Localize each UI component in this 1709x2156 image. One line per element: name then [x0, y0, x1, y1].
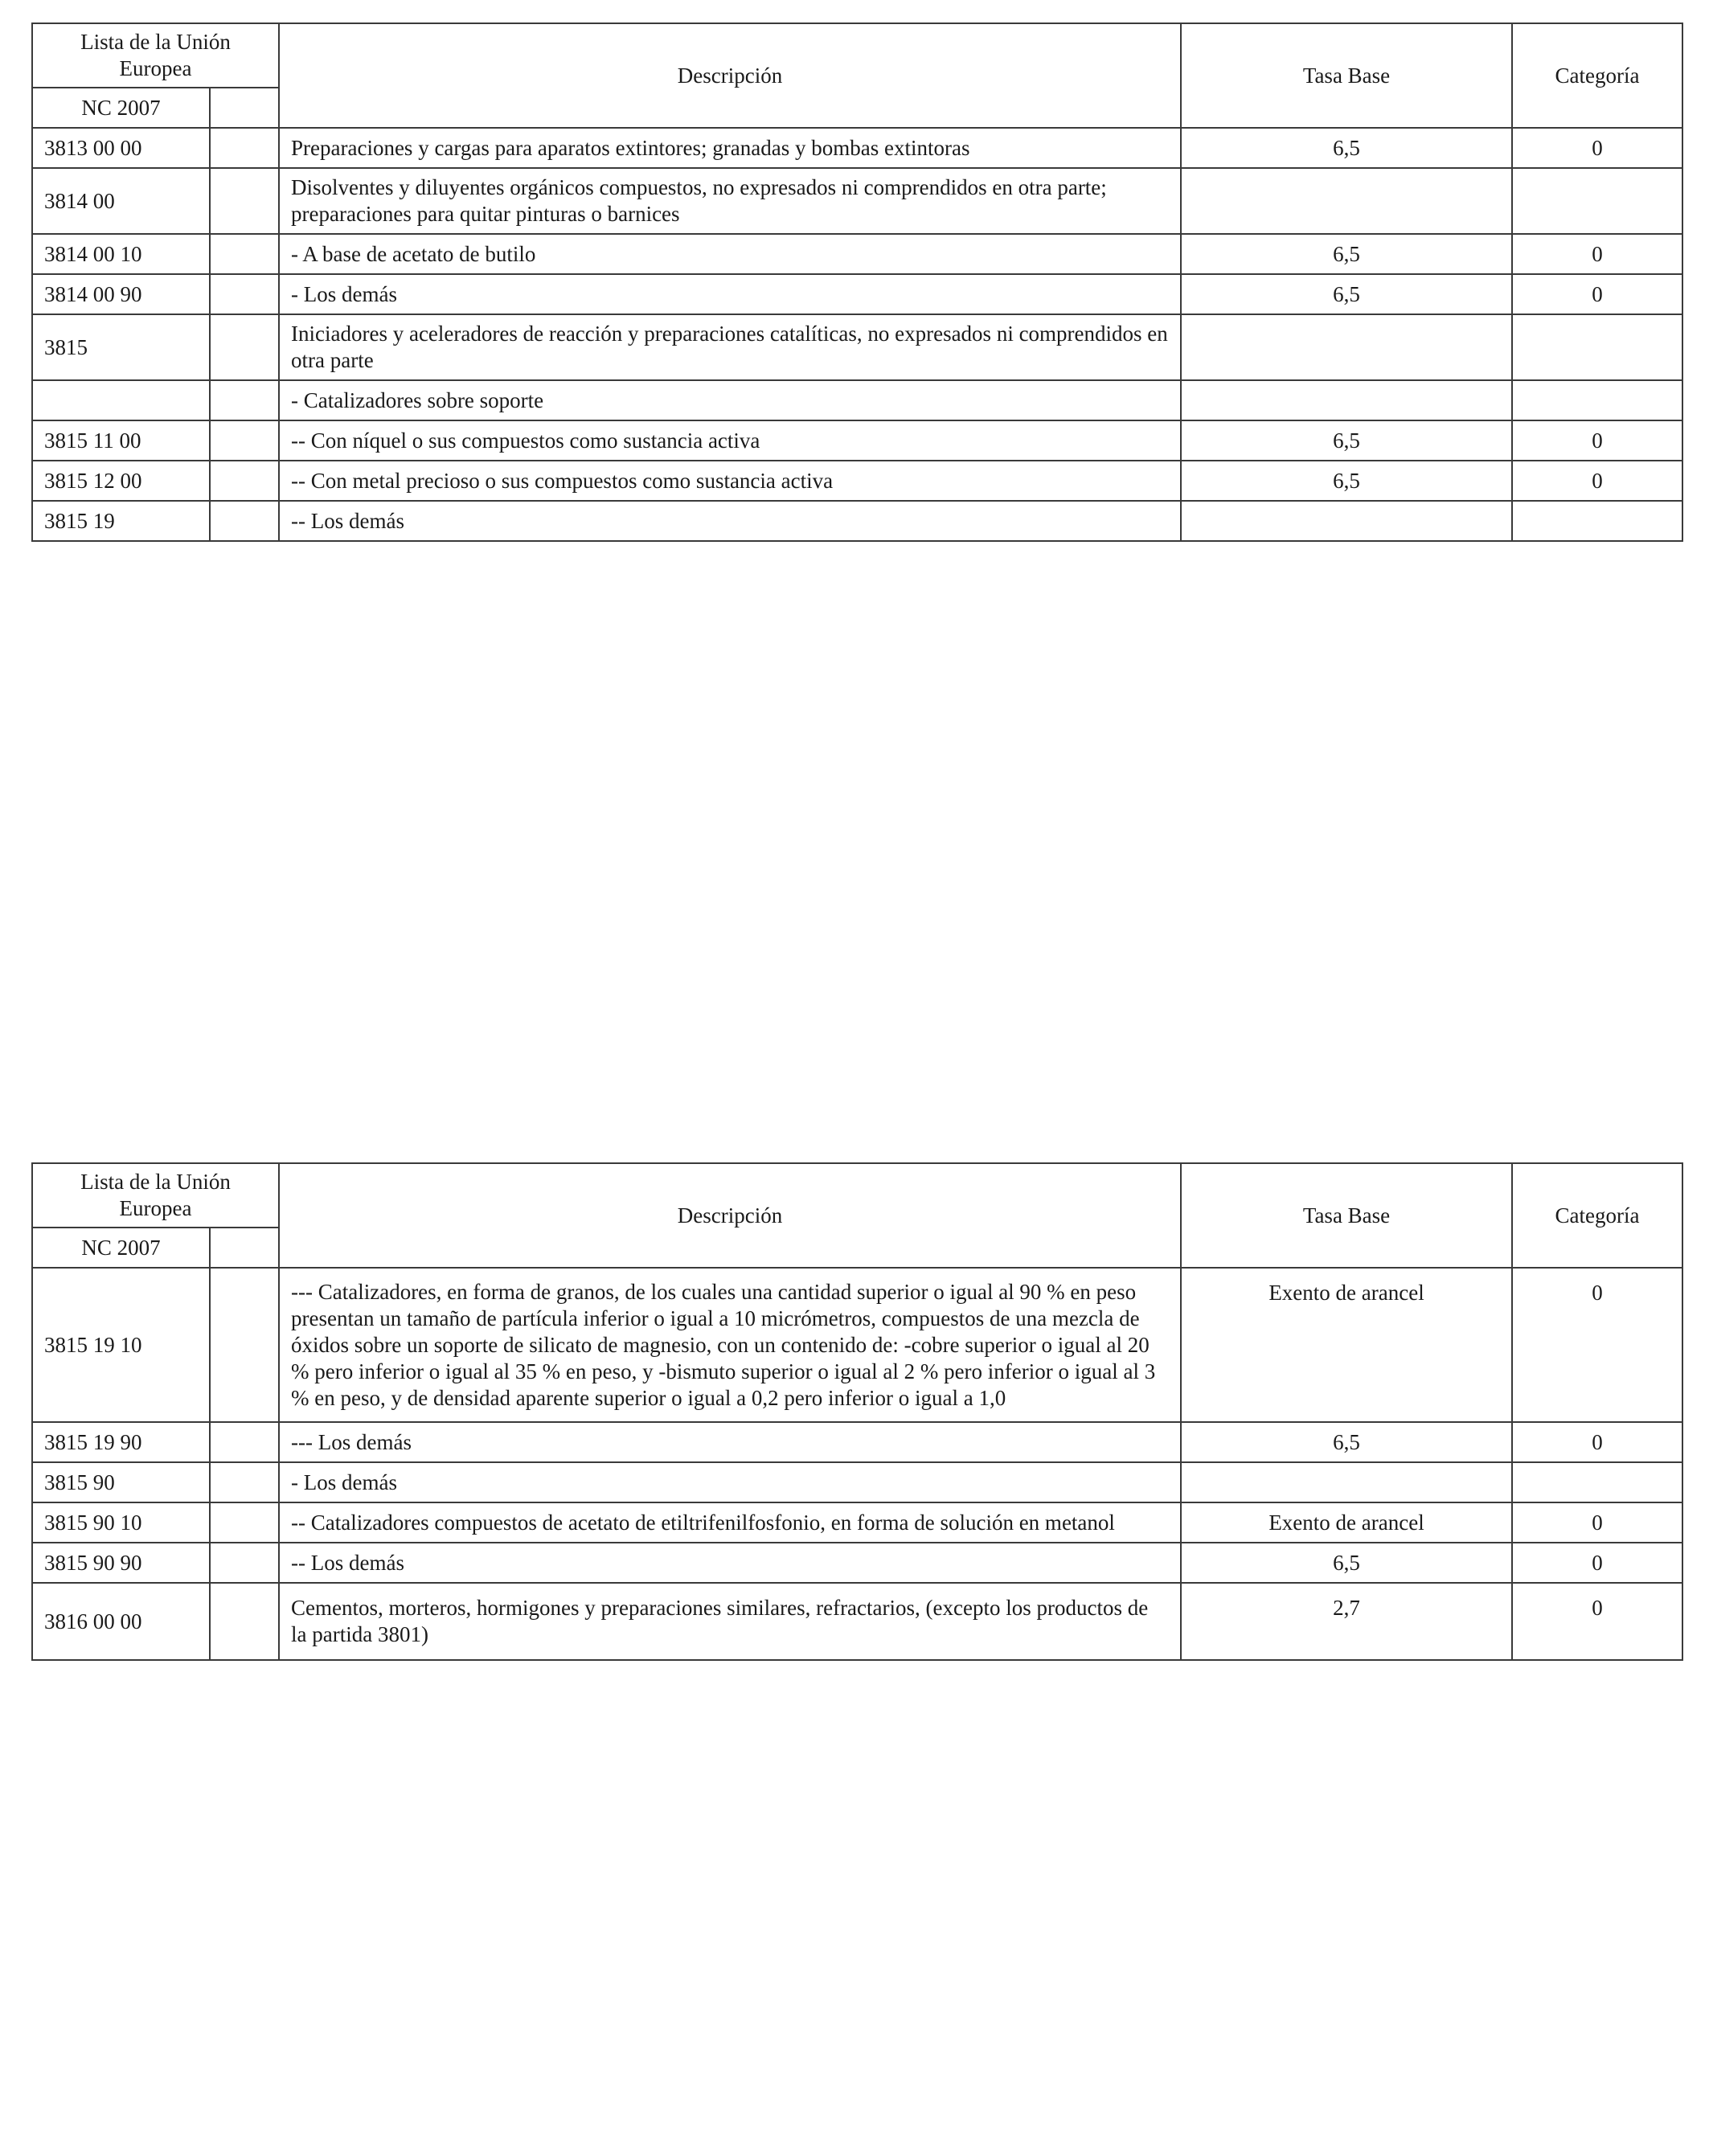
blank-cell — [210, 274, 279, 314]
description-cell: Disolventes y diluyentes orgánicos compuestos, no expresados ni comprendidos en otra parte; preparaciones para quitar pinturas o barnices — [279, 168, 1181, 234]
code-cell: 3815 90 90 — [32, 1543, 210, 1583]
rate-cell: 6,5 — [1181, 1543, 1512, 1583]
header-category: Categoría — [1512, 1163, 1682, 1268]
category-cell: 0 — [1512, 1268, 1682, 1422]
header-row — [32, 23, 1682, 88]
table-row — [32, 1502, 1682, 1543]
table-row — [32, 380, 1682, 420]
rate-cell — [1181, 501, 1512, 541]
header-blank-cell — [210, 88, 279, 128]
table-row — [32, 420, 1682, 461]
blank-cell — [210, 1583, 279, 1660]
code-cell — [32, 380, 210, 420]
table-row — [32, 314, 1682, 380]
header-category: Categoría — [1512, 23, 1682, 128]
tariff-table-1 — [31, 23, 1683, 542]
header-blank-cell — [210, 1228, 279, 1268]
table-row — [32, 1462, 1682, 1502]
header-list-title: Lista de la Unión Europea — [32, 23, 279, 88]
category-cell — [1512, 1462, 1682, 1502]
blank-cell — [210, 1422, 279, 1462]
description-cell: - A base de acetato de butilo — [279, 234, 1181, 274]
rate-cell: 6,5 — [1181, 128, 1512, 168]
header-description: Descripción — [279, 23, 1181, 128]
category-cell — [1512, 168, 1682, 234]
rate-cell: 6,5 — [1181, 234, 1512, 274]
table-row — [32, 128, 1682, 168]
code-cell: 3815 90 — [32, 1462, 210, 1502]
category-cell: 0 — [1512, 420, 1682, 461]
category-cell — [1512, 501, 1682, 541]
category-cell: 0 — [1512, 234, 1682, 274]
blank-cell — [210, 461, 279, 501]
description-cell: -- Catalizadores compuestos de acetato de etiltrifenilfosfonio, en forma de solución en metanol — [279, 1502, 1181, 1543]
description-cell: -- Los demás — [279, 501, 1181, 541]
blank-cell — [210, 1502, 279, 1543]
table-row — [32, 1422, 1682, 1462]
table-row — [32, 1543, 1682, 1583]
rate-cell: 6,5 — [1181, 461, 1512, 501]
table-row — [32, 168, 1682, 234]
description-cell: -- Con metal precioso o sus compuestos como sustancia activa — [279, 461, 1181, 501]
code-cell: 3815 11 00 — [32, 420, 210, 461]
category-cell: 0 — [1512, 128, 1682, 168]
category-cell: 0 — [1512, 1583, 1682, 1660]
rate-cell — [1181, 168, 1512, 234]
blank-cell — [210, 501, 279, 541]
description-cell: - Los demás — [279, 1462, 1181, 1502]
description-cell: Preparaciones y cargas para aparatos extintores; granadas y bombas extintoras — [279, 128, 1181, 168]
description-cell: -- Con níquel o sus compuestos como sustancia activa — [279, 420, 1181, 461]
rate-cell: 2,7 — [1181, 1583, 1512, 1660]
code-cell: 3815 90 10 — [32, 1502, 210, 1543]
blank-cell — [210, 168, 279, 234]
rate-cell: Exento de arancel — [1181, 1268, 1512, 1422]
table-row — [32, 461, 1682, 501]
tariff-table-2 — [31, 1162, 1683, 1661]
code-cell: 3814 00 10 — [32, 234, 210, 274]
blank-cell — [210, 1543, 279, 1583]
header-base-rate: Tasa Base — [1181, 23, 1512, 128]
table-row — [32, 1268, 1682, 1422]
header-description: Descripción — [279, 1163, 1181, 1268]
description-cell: --- Los demás — [279, 1422, 1181, 1462]
blank-cell — [210, 380, 279, 420]
rate-cell: 6,5 — [1181, 274, 1512, 314]
description-cell: - Los demás — [279, 274, 1181, 314]
category-cell: 0 — [1512, 1543, 1682, 1583]
category-cell: 0 — [1512, 1422, 1682, 1462]
rate-cell — [1181, 380, 1512, 420]
table-row — [32, 234, 1682, 274]
blank-cell — [210, 314, 279, 380]
description-cell: Cementos, morteros, hormigones y preparaciones similares, refractarios, (excepto los productos de la partida 3801) — [279, 1583, 1181, 1660]
rate-cell: 6,5 — [1181, 420, 1512, 461]
code-cell: 3814 00 — [32, 168, 210, 234]
blank-cell — [210, 1462, 279, 1502]
code-cell: 3813 00 00 — [32, 128, 210, 168]
blank-cell — [210, 234, 279, 274]
rate-cell — [1181, 314, 1512, 380]
table-row — [32, 501, 1682, 541]
code-cell: 3814 00 90 — [32, 274, 210, 314]
code-cell: 3815 — [32, 314, 210, 380]
description-cell: -- Los demás — [279, 1543, 1181, 1583]
code-cell: 3815 19 — [32, 501, 210, 541]
header-list-title: Lista de la Unión Europea — [32, 1163, 279, 1228]
header-base-rate: Tasa Base — [1181, 1163, 1512, 1268]
code-cell: 3815 19 90 — [32, 1422, 210, 1462]
code-cell: 3815 12 00 — [32, 461, 210, 501]
code-cell: 3815 19 10 — [32, 1268, 210, 1422]
header-row — [32, 1163, 1682, 1228]
header-nc: NC 2007 — [32, 1228, 210, 1268]
header-nc: NC 2007 — [32, 88, 210, 128]
category-cell — [1512, 380, 1682, 420]
code-cell: 3816 00 00 — [32, 1583, 210, 1660]
category-cell: 0 — [1512, 274, 1682, 314]
rate-cell — [1181, 1462, 1512, 1502]
category-cell: 0 — [1512, 1502, 1682, 1543]
rate-cell: 6,5 — [1181, 1422, 1512, 1462]
blank-cell — [210, 1268, 279, 1422]
blank-cell — [210, 128, 279, 168]
description-cell: - Catalizadores sobre soporte — [279, 380, 1181, 420]
table-row — [32, 274, 1682, 314]
rate-cell: Exento de arancel — [1181, 1502, 1512, 1543]
blank-cell — [210, 420, 279, 461]
category-cell: 0 — [1512, 461, 1682, 501]
category-cell — [1512, 314, 1682, 380]
table-row — [32, 1583, 1682, 1660]
description-cell: --- Catalizadores, en forma de granos, de los cuales una cantidad superior o igual al 90 % en peso presentan un tamaño de partícula inferior o igual a 10 micrómetros, compuestos de una mezcla de óxidos sobre un soporte de silicato de magnesio, con un contenido de: -cobre superior o igual al 20 % pero inferior o igual al 35 % en peso, y -bismuto superior o igual al 2 % pero inferior o igual al 3 % en peso, y de densidad aparente superior o igual a 0,2 pero inferior o igual a 1,0 — [279, 1268, 1181, 1422]
description-cell: Iniciadores y aceleradores de reacción y preparaciones catalíticas, no expresados ni comprendidos en otra parte — [279, 314, 1181, 380]
